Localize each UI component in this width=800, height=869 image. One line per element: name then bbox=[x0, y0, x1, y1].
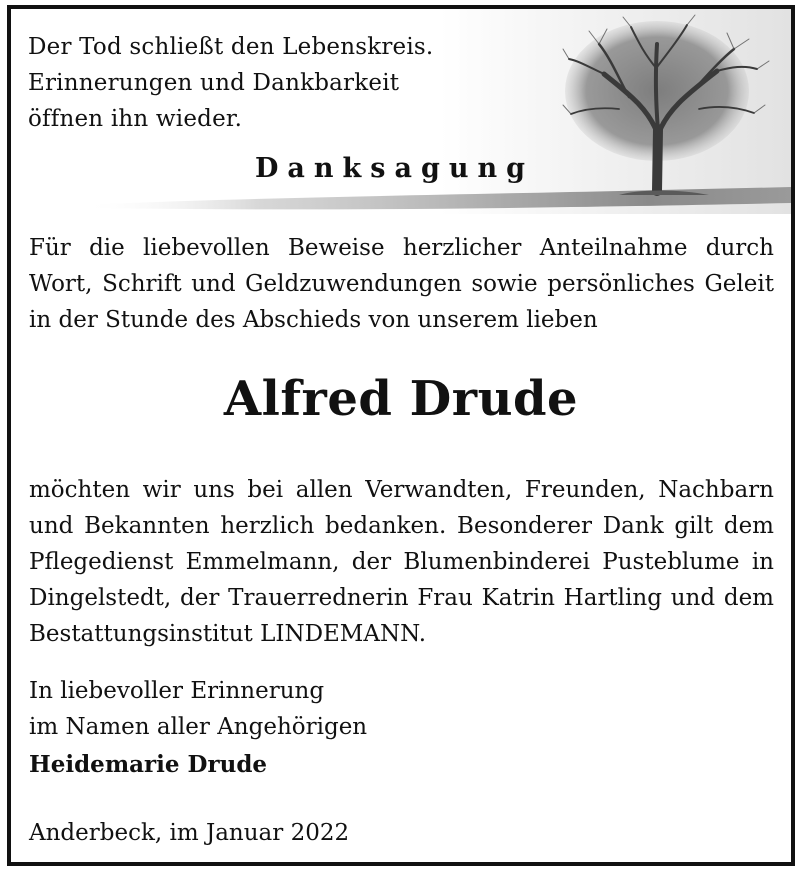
motto-verse bbox=[28, 29, 548, 137]
notice-title: Danksagung bbox=[255, 153, 534, 184]
place-date: Anderbeck, im Januar 2022 bbox=[29, 820, 350, 846]
motto-line: Erinnerungen und Dankbarkeit bbox=[28, 70, 400, 96]
motto-line: Der Tod schließt den Lebenskreis. bbox=[28, 34, 434, 60]
tree-image bbox=[559, 9, 791, 214]
thanks-main-paragraph: möchten wir uns bei allen Verwandten, Freunden, Nachbarn und Bekannten herzlich bedanken. Besonderer Dank gilt dem Pflegedienst Emmelmann, der Blumenbinderei Pusteblume in Dingelstedt, der Trauerrednerin Frau Katrin Hartling und dem Bestattungsinstitut LINDEMANN. bbox=[29, 477, 774, 647]
signer-name: Heidemarie Drude bbox=[29, 751, 268, 778]
closing-line: im Namen aller Angehörigen bbox=[29, 714, 368, 740]
motto-line: öffnen ihn wieder. bbox=[28, 106, 243, 132]
header-section bbox=[11, 9, 791, 214]
deceased-name: Alfred Drude bbox=[223, 371, 579, 427]
obituary-frame bbox=[7, 5, 795, 866]
closing-block bbox=[29, 673, 629, 783]
thanks-intro-paragraph: Für die liebevollen Beweise herzlicher Anteilnahme durch Wort, Schrift und Geldzuwendungen sowie persönliches Geleit in der Stunde des Abschieds von unserem lieben bbox=[29, 235, 774, 333]
closing-line: In liebevoller Erinnerung bbox=[29, 678, 325, 704]
